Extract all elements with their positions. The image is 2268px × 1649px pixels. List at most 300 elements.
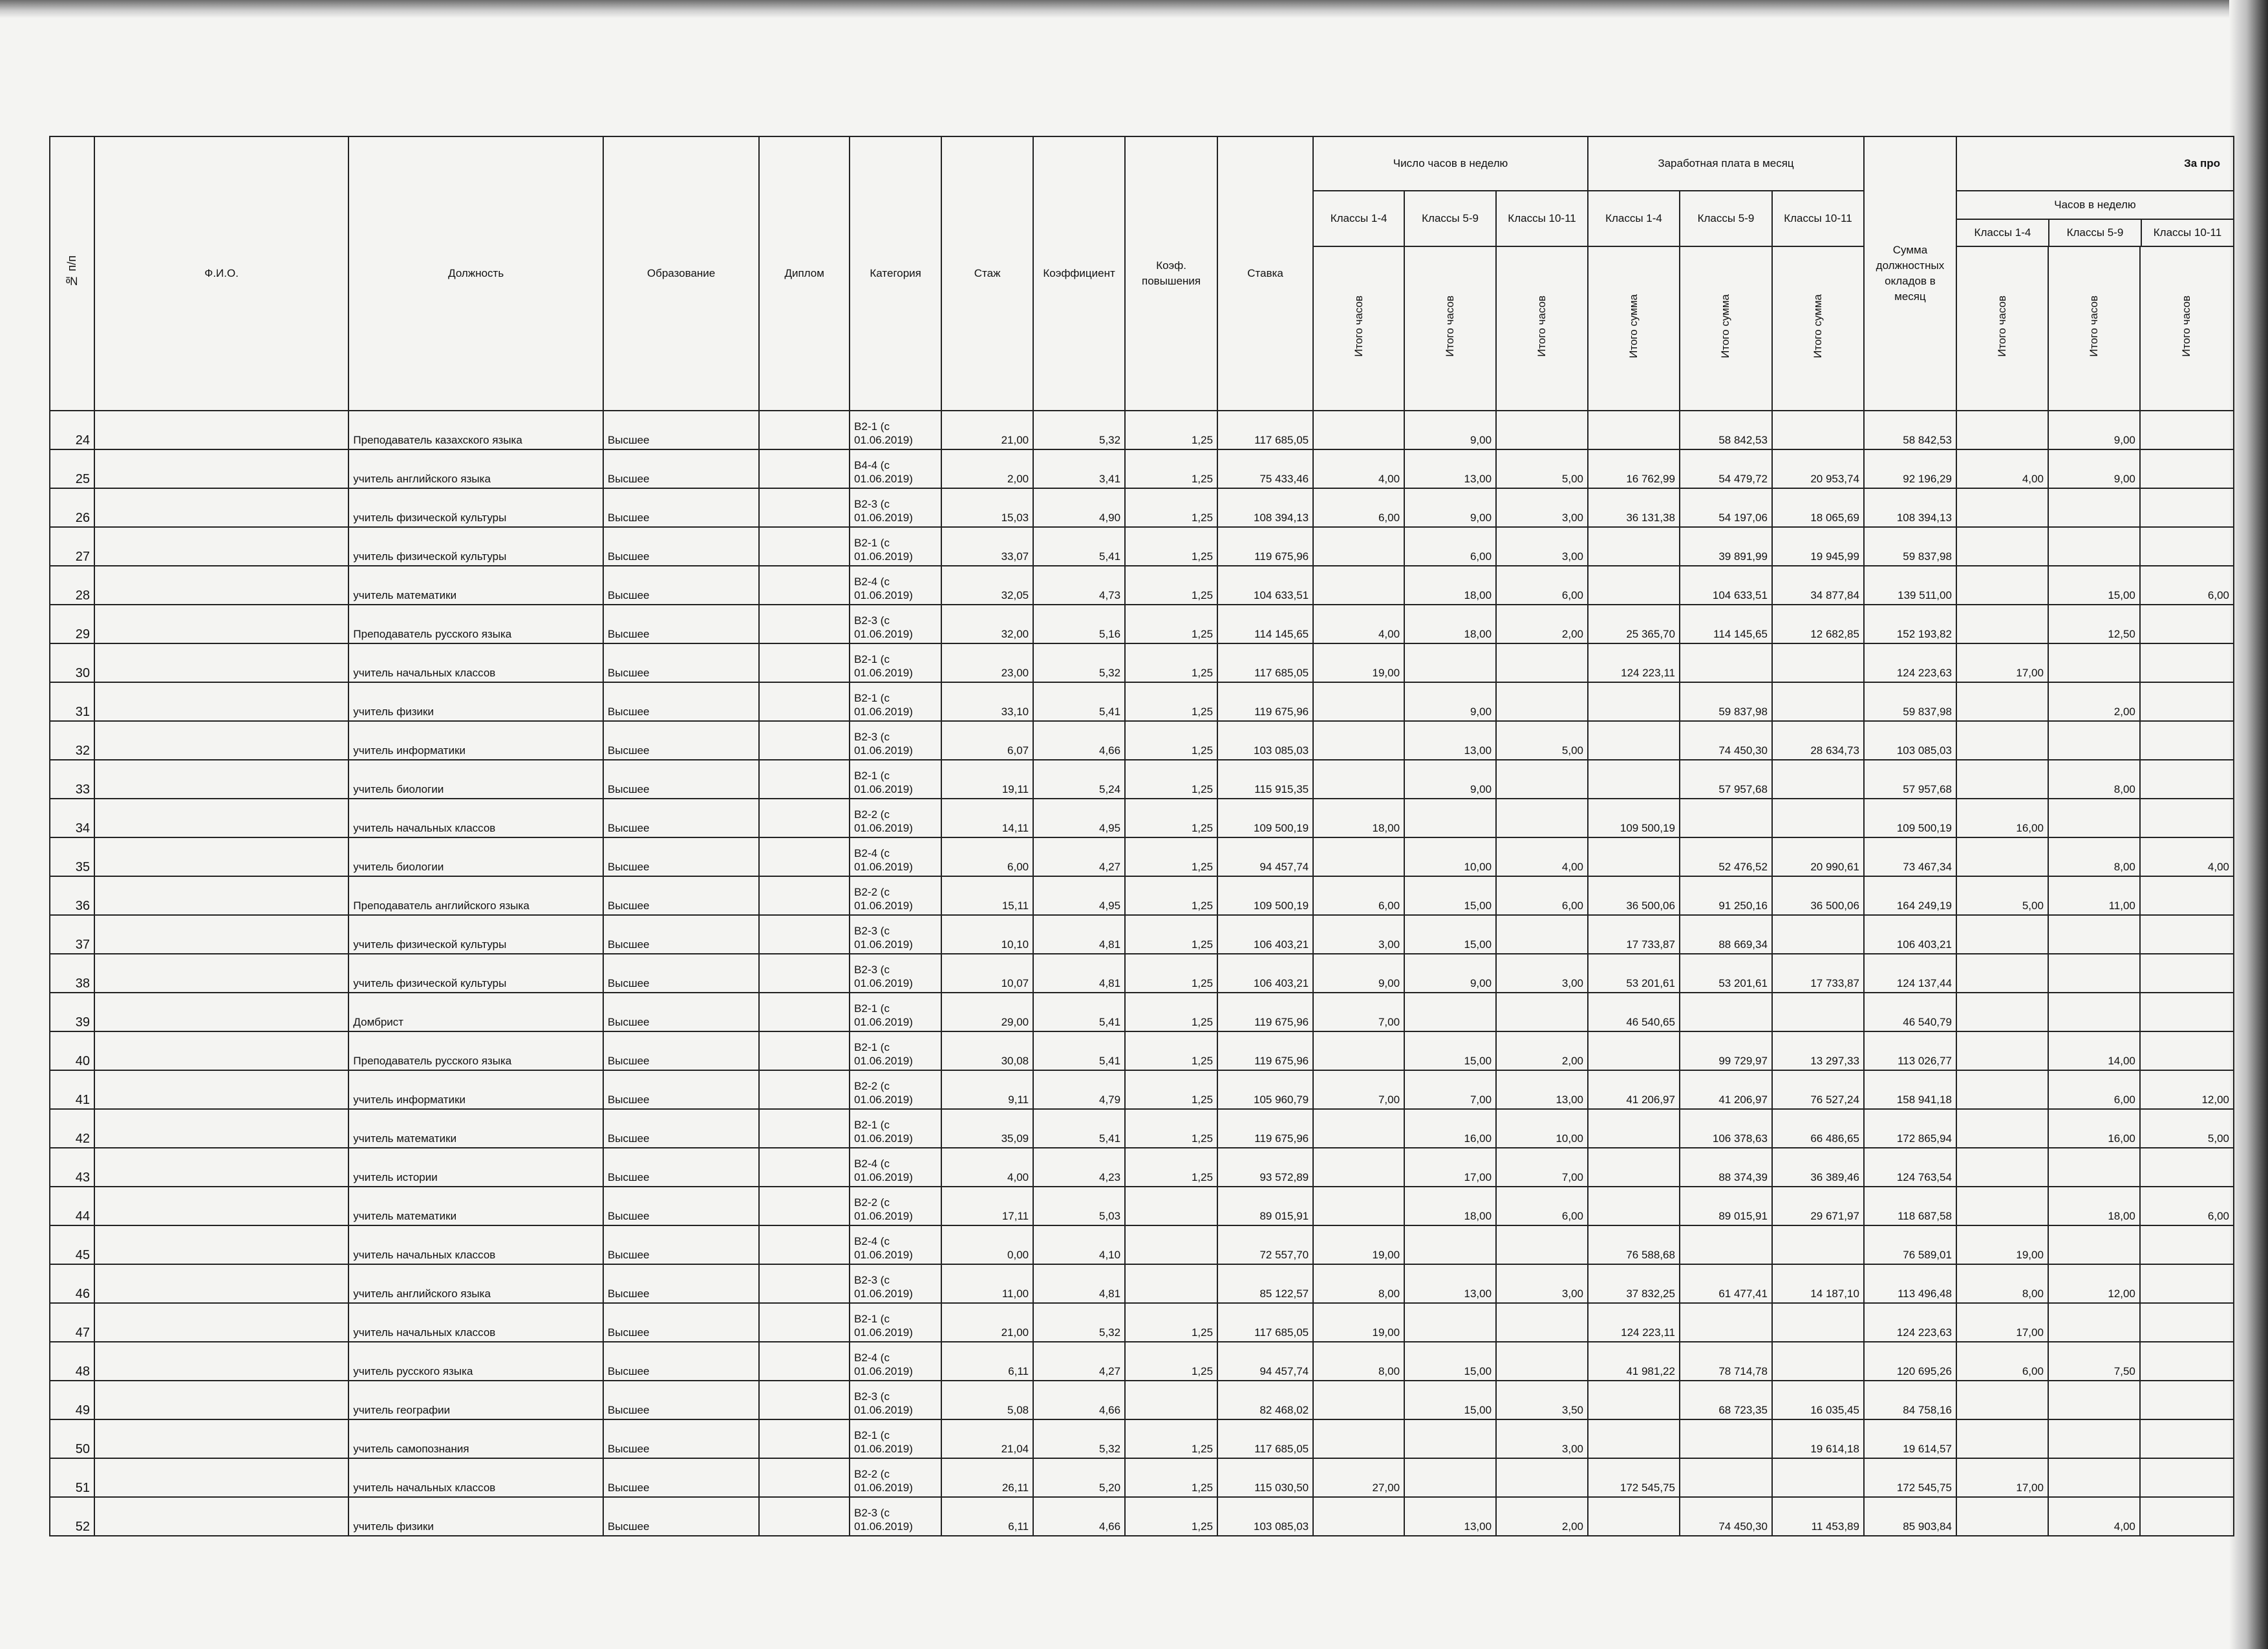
position-cell: учитель начальных классов	[348, 1458, 603, 1497]
salary-1-4-cell: 109 500,19	[1588, 799, 1680, 837]
hours-1-4-cell: 19,00	[1313, 1225, 1404, 1264]
hours-10-11-cell: 6,00	[1496, 566, 1588, 605]
period-hours-1-4-cell	[1956, 411, 2048, 449]
hours-10-11-cell: 4,00	[1496, 837, 1588, 876]
fio-cell	[94, 760, 348, 799]
period-hours-10-11-cell	[2140, 488, 2234, 527]
salary-5-9-cell: 52 476,52	[1680, 837, 1772, 876]
fio-cell	[94, 993, 348, 1031]
row-number: 24	[50, 411, 94, 449]
period-hours-10-11-cell	[2140, 1031, 2234, 1070]
header-period: За про	[1956, 136, 2234, 191]
fio-cell	[94, 954, 348, 993]
period-hours-1-4-cell	[1956, 954, 2048, 993]
position-cell: учитель начальных классов	[348, 1303, 603, 1342]
table-row	[50, 1458, 2234, 1497]
diploma-cell	[759, 1458, 850, 1497]
position-cell: учитель математики	[348, 1109, 603, 1148]
coefficient-cell: 4,95	[1033, 876, 1125, 915]
coefficient-cell: 4,66	[1033, 1497, 1125, 1536]
coefficient-cell: 4,66	[1033, 721, 1125, 760]
row-number: 26	[50, 488, 94, 527]
period-hours-1-4-cell: 17,00	[1956, 643, 2048, 682]
table-row	[50, 1497, 2234, 1536]
header-education: Образование	[603, 136, 759, 411]
row-number: 44	[50, 1187, 94, 1225]
salary-5-9-cell	[1680, 1458, 1772, 1497]
period-hours-5-9-cell: 12,00	[2048, 1264, 2140, 1303]
hours-10-11-cell	[1496, 915, 1588, 954]
fio-cell	[94, 876, 348, 915]
salary-10-11-cell: 20 990,61	[1772, 837, 1864, 876]
period-hours-10-11-cell	[2140, 1303, 2234, 1342]
table-row	[50, 1381, 2234, 1419]
salary-5-9-cell: 91 250,16	[1680, 876, 1772, 915]
period-hours-1-4-cell: 17,00	[1956, 1303, 2048, 1342]
category-cell: B2-2 (с 01.06.2019)	[850, 799, 941, 837]
sum-salaries-cell: 76 589,01	[1864, 1225, 1956, 1264]
row-number: 46	[50, 1264, 94, 1303]
salary-10-11-cell: 28 634,73	[1772, 721, 1864, 760]
salary-5-9-cell: 54 197,06	[1680, 488, 1772, 527]
rate-cell: 117 685,05	[1217, 411, 1313, 449]
row-number: 43	[50, 1148, 94, 1187]
hours-10-11-cell	[1496, 1303, 1588, 1342]
category-cell: B2-3 (с 01.06.2019)	[850, 488, 941, 527]
fio-cell	[94, 411, 348, 449]
salary-5-9-cell	[1680, 1303, 1772, 1342]
sum-salaries-cell: 85 903,84	[1864, 1497, 1956, 1536]
period-hours-10-11-cell	[2140, 1148, 2234, 1187]
salary-1-4-cell	[1588, 1381, 1680, 1419]
increase-coef-cell: 1,25	[1125, 1458, 1217, 1497]
coefficient-cell: 4,81	[1033, 954, 1125, 993]
diploma-cell	[759, 760, 850, 799]
experience-cell: 0,00	[941, 1225, 1033, 1264]
header-hours-classes-1-4: Классы 1-4	[1313, 191, 1404, 246]
category-cell: B2-3 (с 01.06.2019)	[850, 954, 941, 993]
period-hours-1-4-cell	[1956, 1070, 2048, 1109]
table-body	[50, 411, 2234, 1536]
diploma-cell	[759, 605, 850, 643]
hours-5-9-cell: 13,00	[1404, 1264, 1496, 1303]
period-hours-5-9-cell: 18,00	[2048, 1187, 2140, 1225]
period-hours-1-4-cell	[1956, 1031, 2048, 1070]
education-cell: Высшее	[603, 1225, 759, 1264]
period-hours-1-4-cell	[1956, 721, 2048, 760]
increase-coef-cell: 1,25	[1125, 605, 1217, 643]
position-cell: учитель математики	[348, 1187, 603, 1225]
salary-5-9-cell: 74 450,30	[1680, 721, 1772, 760]
coefficient-cell: 5,32	[1033, 411, 1125, 449]
salary-10-11-cell: 13 297,33	[1772, 1031, 1864, 1070]
period-hours-10-11-cell	[2140, 1458, 2234, 1497]
category-cell: B2-1 (с 01.06.2019)	[850, 1031, 941, 1070]
salary-5-9-cell: 53 201,61	[1680, 954, 1772, 993]
salary-10-11-cell: 12 682,85	[1772, 605, 1864, 643]
period-hours-5-9-cell	[2048, 954, 2140, 993]
education-cell: Высшее	[603, 799, 759, 837]
experience-cell: 10,07	[941, 954, 1033, 993]
hours-5-9-cell: 15,00	[1404, 1342, 1496, 1381]
salary-5-9-cell: 106 378,63	[1680, 1109, 1772, 1148]
salary-5-9-cell: 41 206,97	[1680, 1070, 1772, 1109]
experience-cell: 10,10	[941, 915, 1033, 954]
salary-1-4-cell	[1588, 837, 1680, 876]
experience-cell: 33,10	[941, 682, 1033, 721]
education-cell: Высшее	[603, 1109, 759, 1148]
hours-1-4-cell	[1313, 760, 1404, 799]
salary-10-11-cell: 36 500,06	[1772, 876, 1864, 915]
sum-salaries-cell: 108 394,13	[1864, 488, 1956, 527]
experience-cell: 21,04	[941, 1419, 1033, 1458]
header-period-total-hours-1-4: Итого часов	[1956, 246, 2048, 411]
period-hours-1-4-cell: 5,00	[1956, 876, 2048, 915]
fio-cell	[94, 566, 348, 605]
coefficient-cell: 5,32	[1033, 1303, 1125, 1342]
sum-salaries-cell: 57 957,68	[1864, 760, 1956, 799]
education-cell: Высшее	[603, 1187, 759, 1225]
period-hours-5-9-cell: 15,00	[2048, 566, 2140, 605]
header-position: Должность	[348, 136, 603, 411]
hours-5-9-cell: 7,00	[1404, 1070, 1496, 1109]
table-row	[50, 760, 2234, 799]
table-row	[50, 799, 2234, 837]
salary-1-4-cell: 41 981,22	[1588, 1342, 1680, 1381]
experience-cell: 11,00	[941, 1264, 1033, 1303]
period-hours-5-9-cell: 4,00	[2048, 1497, 2140, 1536]
period-hours-10-11-cell	[2140, 1342, 2234, 1381]
header-hours-per-week: Число часов в неделю	[1313, 136, 1588, 191]
salary-10-11-cell	[1772, 993, 1864, 1031]
header-salary-classes-5-9: Классы 5-9	[1680, 191, 1772, 246]
increase-coef-cell: 1,25	[1125, 527, 1217, 566]
salary-10-11-cell: 11 453,89	[1772, 1497, 1864, 1536]
education-cell: Высшее	[603, 721, 759, 760]
period-hours-1-4-cell	[1956, 1109, 2048, 1148]
diploma-cell	[759, 799, 850, 837]
hours-1-4-cell: 8,00	[1313, 1342, 1404, 1381]
table-row	[50, 1225, 2234, 1264]
position-cell: учитель математики	[348, 566, 603, 605]
increase-coef-cell: 1,25	[1125, 1497, 1217, 1536]
increase-coef-cell: 1,25	[1125, 799, 1217, 837]
rate-cell: 89 015,91	[1217, 1187, 1313, 1225]
hours-1-4-cell: 6,00	[1313, 876, 1404, 915]
coefficient-cell: 5,32	[1033, 643, 1125, 682]
position-cell: учитель самопознания	[348, 1419, 603, 1458]
rate-cell: 117 685,05	[1217, 643, 1313, 682]
table-row	[50, 1264, 2234, 1303]
fio-cell	[94, 837, 348, 876]
hours-1-4-cell	[1313, 411, 1404, 449]
period-hours-10-11-cell	[2140, 449, 2234, 488]
increase-coef-cell: 1,25	[1125, 1031, 1217, 1070]
position-cell: учитель физики	[348, 1497, 603, 1536]
position-cell: Преподаватель казахского языка	[348, 411, 603, 449]
education-cell: Высшее	[603, 449, 759, 488]
increase-coef-cell: 1,25	[1125, 488, 1217, 527]
rate-cell: 94 457,74	[1217, 837, 1313, 876]
hours-10-11-cell: 3,00	[1496, 954, 1588, 993]
position-cell: учитель физики	[348, 682, 603, 721]
education-cell: Высшее	[603, 1458, 759, 1497]
header-increase-coef: Коэф. повышения	[1125, 136, 1217, 411]
row-number: 40	[50, 1031, 94, 1070]
row-number: 28	[50, 566, 94, 605]
salary-1-4-cell	[1588, 1109, 1680, 1148]
period-hours-1-4-cell: 17,00	[1956, 1458, 2048, 1497]
sum-salaries-cell: 19 614,57	[1864, 1419, 1956, 1458]
experience-cell: 6,00	[941, 837, 1033, 876]
position-cell: учитель физической культуры	[348, 954, 603, 993]
header-experience: Стаж	[941, 136, 1033, 411]
experience-cell: 33,07	[941, 527, 1033, 566]
experience-cell: 21,00	[941, 411, 1033, 449]
period-hours-10-11-cell	[2140, 799, 2234, 837]
diploma-cell	[759, 1148, 850, 1187]
salary-5-9-cell	[1680, 643, 1772, 682]
hours-10-11-cell: 5,00	[1496, 449, 1588, 488]
experience-cell: 30,08	[941, 1031, 1033, 1070]
header-period-classes-1-4: Классы 1-4	[1957, 220, 2049, 246]
diploma-cell	[759, 721, 850, 760]
salary-5-9-cell: 39 891,99	[1680, 527, 1772, 566]
period-hours-10-11-cell	[2140, 760, 2234, 799]
salary-5-9-cell: 54 479,72	[1680, 449, 1772, 488]
period-hours-5-9-cell: 8,00	[2048, 760, 2140, 799]
fio-cell	[94, 682, 348, 721]
period-hours-10-11-cell	[2140, 605, 2234, 643]
hours-10-11-cell	[1496, 643, 1588, 682]
row-number: 29	[50, 605, 94, 643]
hours-5-9-cell	[1404, 1303, 1496, 1342]
hours-5-9-cell	[1404, 799, 1496, 837]
coefficient-cell: 4,81	[1033, 915, 1125, 954]
diploma-cell	[759, 1419, 850, 1458]
salary-1-4-cell	[1588, 1031, 1680, 1070]
diploma-cell	[759, 1342, 850, 1381]
sum-salaries-cell: 92 196,29	[1864, 449, 1956, 488]
period-hours-5-9-cell	[2048, 1148, 2140, 1187]
period-hours-10-11-cell	[2140, 1264, 2234, 1303]
hours-5-9-cell: 13,00	[1404, 1497, 1496, 1536]
salary-5-9-cell: 89 015,91	[1680, 1187, 1772, 1225]
increase-coef-cell	[1125, 1381, 1217, 1419]
experience-cell: 6,07	[941, 721, 1033, 760]
rate-cell: 109 500,19	[1217, 799, 1313, 837]
row-number: 45	[50, 1225, 94, 1264]
rate-cell: 75 433,46	[1217, 449, 1313, 488]
position-cell: учитель русского языка	[348, 1342, 603, 1381]
salary-1-4-cell: 25 365,70	[1588, 605, 1680, 643]
period-hours-1-4-cell	[1956, 605, 2048, 643]
header-category: Категория	[850, 136, 941, 411]
experience-cell: 14,11	[941, 799, 1033, 837]
row-number: 50	[50, 1419, 94, 1458]
hours-5-9-cell: 9,00	[1404, 682, 1496, 721]
header-total-hours-5-9: Итого часов	[1404, 246, 1496, 411]
increase-coef-cell: 1,25	[1125, 760, 1217, 799]
row-number: 31	[50, 682, 94, 721]
period-hours-5-9-cell: 9,00	[2048, 411, 2140, 449]
row-number: 27	[50, 527, 94, 566]
rate-cell: 109 500,19	[1217, 876, 1313, 915]
fio-cell	[94, 488, 348, 527]
period-hours-10-11-cell	[2140, 527, 2234, 566]
period-hours-1-4-cell	[1956, 915, 2048, 954]
period-hours-5-9-cell: 16,00	[2048, 1109, 2140, 1148]
diploma-cell	[759, 643, 850, 682]
diploma-cell	[759, 1187, 850, 1225]
period-hours-10-11-cell	[2140, 643, 2234, 682]
hours-1-4-cell: 27,00	[1313, 1458, 1404, 1497]
period-hours-1-4-cell: 8,00	[1956, 1264, 2048, 1303]
category-cell: B2-3 (с 01.06.2019)	[850, 605, 941, 643]
header-sum-salaries: Сумма должностных окладов в месяц	[1864, 136, 1956, 411]
hours-5-9-cell: 9,00	[1404, 954, 1496, 993]
education-cell: Высшее	[603, 1070, 759, 1109]
coefficient-cell: 4,27	[1033, 837, 1125, 876]
hours-10-11-cell	[1496, 1342, 1588, 1381]
increase-coef-cell: 1,25	[1125, 837, 1217, 876]
fio-cell	[94, 1148, 348, 1187]
education-cell: Высшее	[603, 954, 759, 993]
table-row	[50, 1187, 2234, 1225]
coefficient-cell: 4,23	[1033, 1148, 1125, 1187]
position-cell: учитель физической культуры	[348, 488, 603, 527]
category-cell: B2-4 (с 01.06.2019)	[850, 837, 941, 876]
salary-5-9-cell: 78 714,78	[1680, 1342, 1772, 1381]
header-hours-week2: Часов в неделю	[1957, 191, 2233, 220]
coefficient-cell: 5,41	[1033, 682, 1125, 721]
education-cell: Высшее	[603, 1342, 759, 1381]
sum-salaries-cell: 113 496,48	[1864, 1264, 1956, 1303]
period-hours-10-11-cell	[2140, 915, 2234, 954]
hours-10-11-cell: 3,00	[1496, 1264, 1588, 1303]
increase-coef-cell: 1,25	[1125, 682, 1217, 721]
diploma-cell	[759, 566, 850, 605]
hours-5-9-cell	[1404, 643, 1496, 682]
coefficient-cell: 5,03	[1033, 1187, 1125, 1225]
education-cell: Высшее	[603, 1381, 759, 1419]
sum-salaries-cell: 164 249,19	[1864, 876, 1956, 915]
period-hours-10-11-cell: 6,00	[2140, 1187, 2234, 1225]
hours-10-11-cell: 7,00	[1496, 1148, 1588, 1187]
position-cell: Домбрист	[348, 993, 603, 1031]
category-cell: B2-3 (с 01.06.2019)	[850, 915, 941, 954]
category-cell: B2-3 (с 01.06.2019)	[850, 1497, 941, 1536]
salary-5-9-cell: 61 477,41	[1680, 1264, 1772, 1303]
experience-cell: 4,00	[941, 1148, 1033, 1187]
hours-5-9-cell	[1404, 1419, 1496, 1458]
hours-10-11-cell: 3,00	[1496, 1419, 1588, 1458]
table-row	[50, 1031, 2234, 1070]
scan-top-edge	[0, 0, 2268, 18]
category-cell: B2-3 (с 01.06.2019)	[850, 721, 941, 760]
increase-coef-cell: 1,25	[1125, 1070, 1217, 1109]
row-number: 42	[50, 1109, 94, 1148]
period-hours-10-11-cell	[2140, 1381, 2234, 1419]
period-hours-1-4-cell	[1956, 1497, 2048, 1536]
scan-right-edge	[2229, 0, 2268, 1649]
period-hours-5-9-cell: 12,50	[2048, 605, 2140, 643]
experience-cell: 32,05	[941, 566, 1033, 605]
salary-10-11-cell: 14 187,10	[1772, 1264, 1864, 1303]
position-cell: учитель информатики	[348, 721, 603, 760]
experience-cell: 6,11	[941, 1342, 1033, 1381]
salary-10-11-cell	[1772, 682, 1864, 721]
salary-5-9-cell	[1680, 1419, 1772, 1458]
education-cell: Высшее	[603, 527, 759, 566]
sum-salaries-cell: 73 467,34	[1864, 837, 1956, 876]
fio-cell	[94, 1109, 348, 1148]
period-hours-5-9-cell: 7,50	[2048, 1342, 2140, 1381]
rate-cell: 117 685,05	[1217, 1303, 1313, 1342]
hours-1-4-cell	[1313, 1497, 1404, 1536]
category-cell: B2-2 (с 01.06.2019)	[850, 1187, 941, 1225]
position-cell: учитель начальных классов	[348, 799, 603, 837]
sum-salaries-cell: 124 137,44	[1864, 954, 1956, 993]
hours-5-9-cell	[1404, 1458, 1496, 1497]
salary-1-4-cell: 124 223,11	[1588, 643, 1680, 682]
hours-10-11-cell: 13,00	[1496, 1070, 1588, 1109]
category-cell: B2-4 (с 01.06.2019)	[850, 566, 941, 605]
row-number: 35	[50, 837, 94, 876]
sum-salaries-cell: 172 545,75	[1864, 1458, 1956, 1497]
hours-5-9-cell: 6,00	[1404, 527, 1496, 566]
salary-1-4-cell: 36 500,06	[1588, 876, 1680, 915]
education-cell: Высшее	[603, 682, 759, 721]
fio-cell	[94, 449, 348, 488]
diploma-cell	[759, 449, 850, 488]
experience-cell: 19,11	[941, 760, 1033, 799]
hours-10-11-cell	[1496, 993, 1588, 1031]
rate-cell: 114 145,65	[1217, 605, 1313, 643]
header-diploma: Диплом	[759, 136, 850, 411]
coefficient-cell: 5,41	[1033, 1109, 1125, 1148]
row-number: 25	[50, 449, 94, 488]
row-number: 36	[50, 876, 94, 915]
period-hours-10-11-cell	[2140, 411, 2234, 449]
period-hours-1-4-cell: 16,00	[1956, 799, 2048, 837]
period-hours-1-4-cell	[1956, 993, 2048, 1031]
salary-1-4-cell	[1588, 527, 1680, 566]
fio-cell	[94, 1070, 348, 1109]
salary-1-4-cell	[1588, 760, 1680, 799]
position-cell: Преподаватель русского языка	[348, 1031, 603, 1070]
salary-10-11-cell: 18 065,69	[1772, 488, 1864, 527]
rate-cell: 105 960,79	[1217, 1070, 1313, 1109]
coefficient-cell: 5,41	[1033, 527, 1125, 566]
period-hours-1-4-cell	[1956, 488, 2048, 527]
coefficient-cell: 4,81	[1033, 1264, 1125, 1303]
coefficient-cell: 3,41	[1033, 449, 1125, 488]
salary-10-11-cell	[1772, 1303, 1864, 1342]
category-cell: B2-1 (с 01.06.2019)	[850, 527, 941, 566]
category-cell: B2-2 (с 01.06.2019)	[850, 1070, 941, 1109]
salary-1-4-cell: 172 545,75	[1588, 1458, 1680, 1497]
period-hours-5-9-cell	[2048, 799, 2140, 837]
hours-5-9-cell: 18,00	[1404, 1187, 1496, 1225]
category-cell: B2-1 (с 01.06.2019)	[850, 643, 941, 682]
sum-salaries-cell: 59 837,98	[1864, 527, 1956, 566]
salary-5-9-cell: 114 145,65	[1680, 605, 1772, 643]
position-cell: учитель биологии	[348, 837, 603, 876]
rate-cell: 104 633,51	[1217, 566, 1313, 605]
table-row	[50, 993, 2234, 1031]
sum-salaries-cell: 113 026,77	[1864, 1031, 1956, 1070]
